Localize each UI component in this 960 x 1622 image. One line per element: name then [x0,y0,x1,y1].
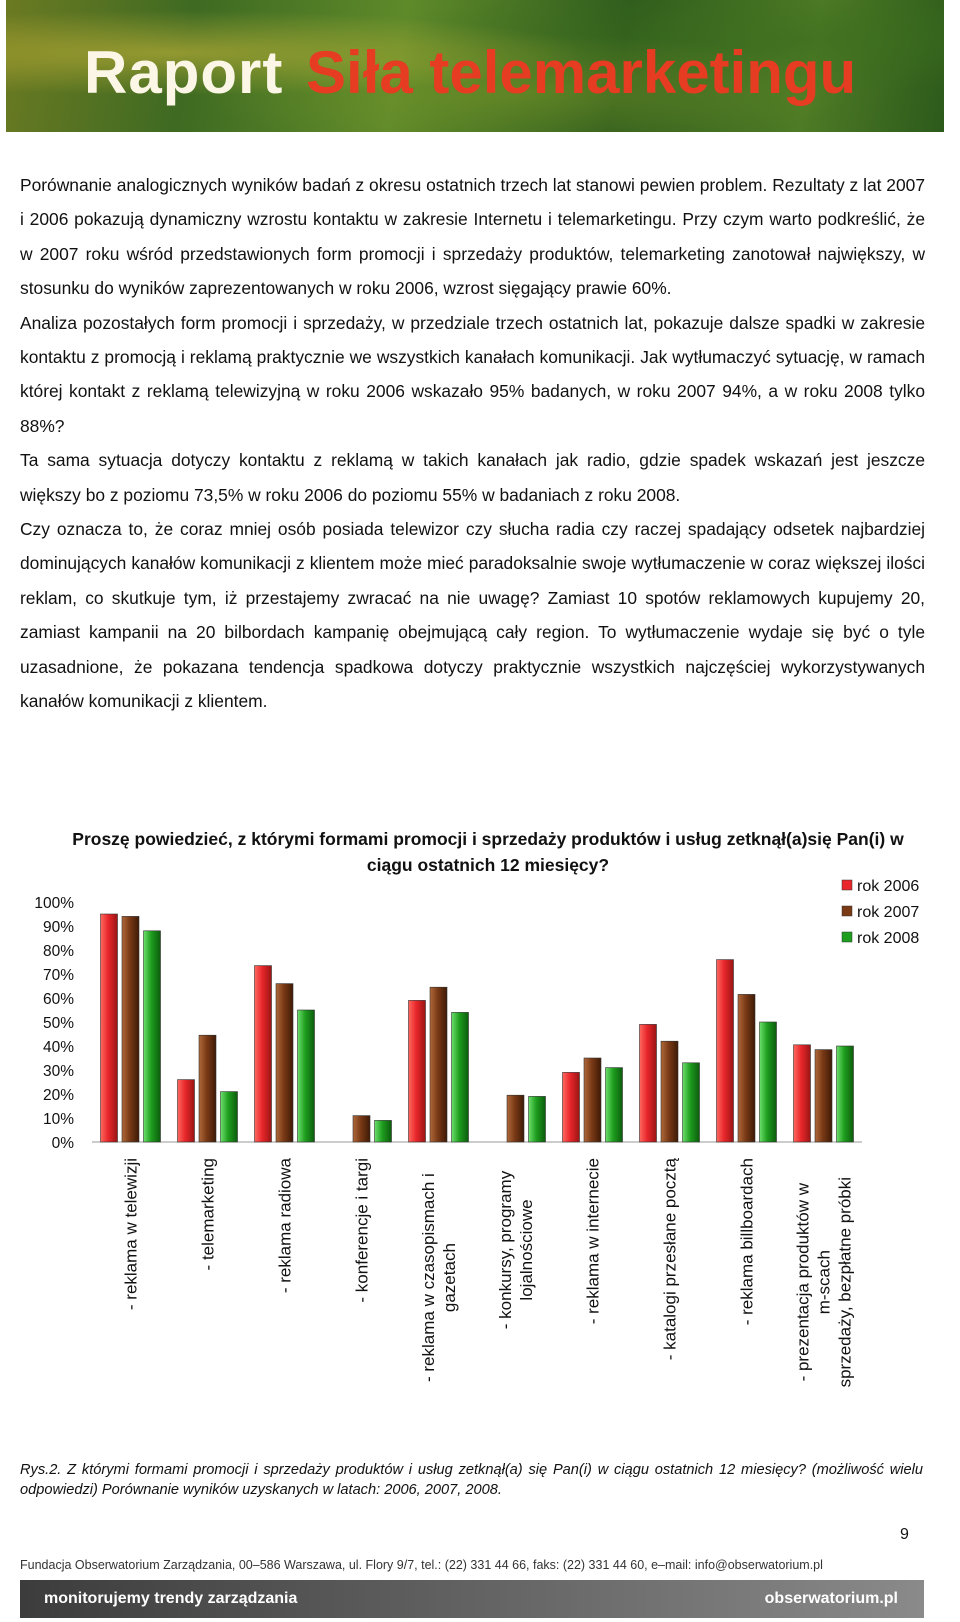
bar-rok-2006 [717,960,734,1142]
x-category-label-line: - reklama w telewizji [121,1158,141,1311]
bar-rok-2008 [529,1096,546,1142]
bar-rok-2007 [584,1058,601,1142]
x-category-label [738,1158,757,1325]
bar-rok-2007 [738,994,755,1142]
x-category-label [122,1158,141,1310]
bar-rok-2008 [298,1010,315,1142]
x-category-label-line: - reklama billboardach [737,1158,757,1326]
bar-rok-2007 [199,1035,216,1142]
bar-rok-2006 [409,1000,426,1142]
x-category-label-line: - prezentacja produktów w [793,1182,813,1382]
y-tick-label: 60% [42,991,74,1008]
bar-rok-2007 [122,916,139,1142]
y-tick-label: 50% [42,1015,74,1032]
bar-rok-2006 [101,914,118,1142]
bar-rok-2007 [661,1041,678,1142]
footer-address: Fundacja Obserwatorium Zarządzania, 00–586 Warszawa, ul. Flory 9/7, tel.: (22) 331 44 66, faks: (22) 331 44 60, e–mail: info@obserwatorium.pl [20,1558,823,1572]
y-tick-label: 0% [51,1135,74,1152]
x-category-label-line: gazetach [440,1243,459,1313]
bar-rok-2008 [606,1068,623,1142]
legend-label: rok 2007 [857,904,920,921]
legend-label: rok 2008 [857,930,920,947]
legend-swatch [842,906,852,916]
bar-rok-2008 [837,1046,854,1142]
paragraph: Analiza pozostałych form promocji i sprzedaży, w przedziale trzech ostatnich lat, pokazuje dalsze spadki w zakresie kontaktu z promocją i reklamą praktycznie we wszystkich kanałach komunikacji. Jak wytłumaczyć sytuację, w ramach której kontakt z reklamą telewizyjną w roku 2006 wskazało 95% badanych, w roku 2007 94%, a w roku 2008 tylko 88%? [20,312,925,436]
bar-rok-2006 [794,1045,811,1142]
bar-rok-2006 [640,1024,657,1142]
y-tick-label: 20% [42,1087,74,1104]
x-category-label-line: - reklama w internecie [583,1158,603,1325]
chart-title: Proszę powiedzieć, z którymi formami promocji i sprzedaży produktów i usług zetknął(a)się Pan(i) w ciągu ostatnich 12 miesięcy? [72,829,904,875]
x-category-label-line: - reklama radiowa [275,1158,295,1294]
legend-label: rok 2006 [857,878,920,895]
x-category-label-line: - telemarketing [198,1158,218,1271]
bar-chart [0,870,960,1410]
body-text [20,168,925,719]
y-tick-label: 40% [42,1039,74,1056]
paragraph: Porównanie analogicznych wyników badań z okresu ostatnich trzech lat stanowi pewien problem. Rezultaty z lat 2007 i 2006 pokazują dynamiczny wzrostu kontaktu w zakresie Internetu i telemarketingu. Przy czym warto podkreślić, że w 2007 roku wśród przedstawionych form promocji i sprzedaży produktów, telemarketing zanotował największy, w stosunku do wyników zaprezentowanych w roku 2006, wzrost sięgający prawie 60%. [20,175,925,299]
x-category-label [419,1173,459,1382]
bar-rok-2007 [507,1095,524,1142]
x-category-label [276,1157,295,1293]
x-category-label-line: - konkursy, programy [496,1170,515,1330]
header-banner [6,0,944,132]
report-title-part1: Raport [84,39,284,106]
x-category-label-line: - reklama w czasopismach i [419,1173,438,1382]
y-tick-label: 10% [42,1111,74,1128]
y-tick-label: 100% [34,895,74,912]
y-tick-label: 30% [42,1063,74,1080]
x-category-label-line: sprzedaży, bezpłatne próbki [835,1176,855,1388]
bar-rok-2008 [144,931,161,1142]
x-category-label-line: m-scach [814,1250,834,1315]
x-category-label [199,1158,218,1270]
bar-rok-2006 [563,1072,580,1142]
bar-rok-2008 [452,1012,469,1142]
x-category-label-line: - konferencje i targi [352,1158,372,1303]
bar-rok-2008 [683,1063,700,1142]
paragraph: Ta sama sytuacja dotyczy kontaktu z reklamą w takich kanałach jak radio, gdzie spadek wskazań jest jeszcze większy bo z poziomu 73,5% w roku 2006 do poziomu 55% w badaniach z roku 2008. [20,450,925,505]
bar-rok-2007 [353,1116,370,1142]
footer-bar [20,1580,924,1618]
y-tick-label: 80% [42,943,74,960]
bar-rok-2007 [430,987,447,1142]
legend-swatch [842,932,852,942]
report-title-part2: Siła telemarketingu [306,39,857,106]
y-tick-label: 70% [42,967,74,984]
y-tick-label: 90% [42,919,74,936]
x-category-label [794,1177,855,1387]
paragraph: Czy oznacza to, że coraz mniej osób posiada telewizor czy słucha radia czy raczej spadający odsetek najbardziej dominujących kanałów komunikacji z klientem może mieć paradoksalnie swoje wytłumaczenie w coraz większej ilości reklam, co skutkuje tym, iż przestajemy zwracać na nie uwagę? Zamiast 10 spotów reklamowych kupujemy 20, zamiast kampanii na 20 bilbordach kampanię obejmującą cały region. To wytłumaczenie wydaje się być o tyle uzasadnione, że pokazana tendencja spadkowa dotyczy praktycznie wszystkich najczęściej wykorzystywanych kanałów komunikacji z klientem. [20,519,925,712]
bar-rok-2006 [178,1080,195,1142]
page-number: 9 [900,1526,909,1543]
bar-rok-2008 [760,1022,777,1142]
x-category-label-line: - katalogi przesłane pocztą [660,1158,680,1361]
footer-website: obserwatorium.pl [764,1590,898,1607]
bar-rok-2008 [375,1120,392,1142]
x-category-label-line: lojalnościowe [517,1199,536,1301]
bar-rok-2007 [815,1050,832,1142]
x-category-label [661,1157,680,1360]
bar-rok-2007 [276,984,293,1142]
bar-rok-2008 [221,1092,238,1142]
bar-rok-2006 [255,966,272,1142]
footer-slogan: monitorujemy trendy zarządzania [44,1590,298,1607]
x-category-label [584,1158,603,1324]
figure-caption: Rys.2. Z którymi formami promocji i sprzedaży produktów i usług zetknął(a) się Pan(i) w ciągu ostatnich 12 miesięcy? (możliwość wielu odpowiedzi) Porównanie wyników uzyskanych w latach: 2006, 2007, 2008. [20,1462,923,1498]
x-category-label [353,1158,372,1303]
x-category-label [496,1170,536,1329]
legend-swatch [842,880,852,890]
